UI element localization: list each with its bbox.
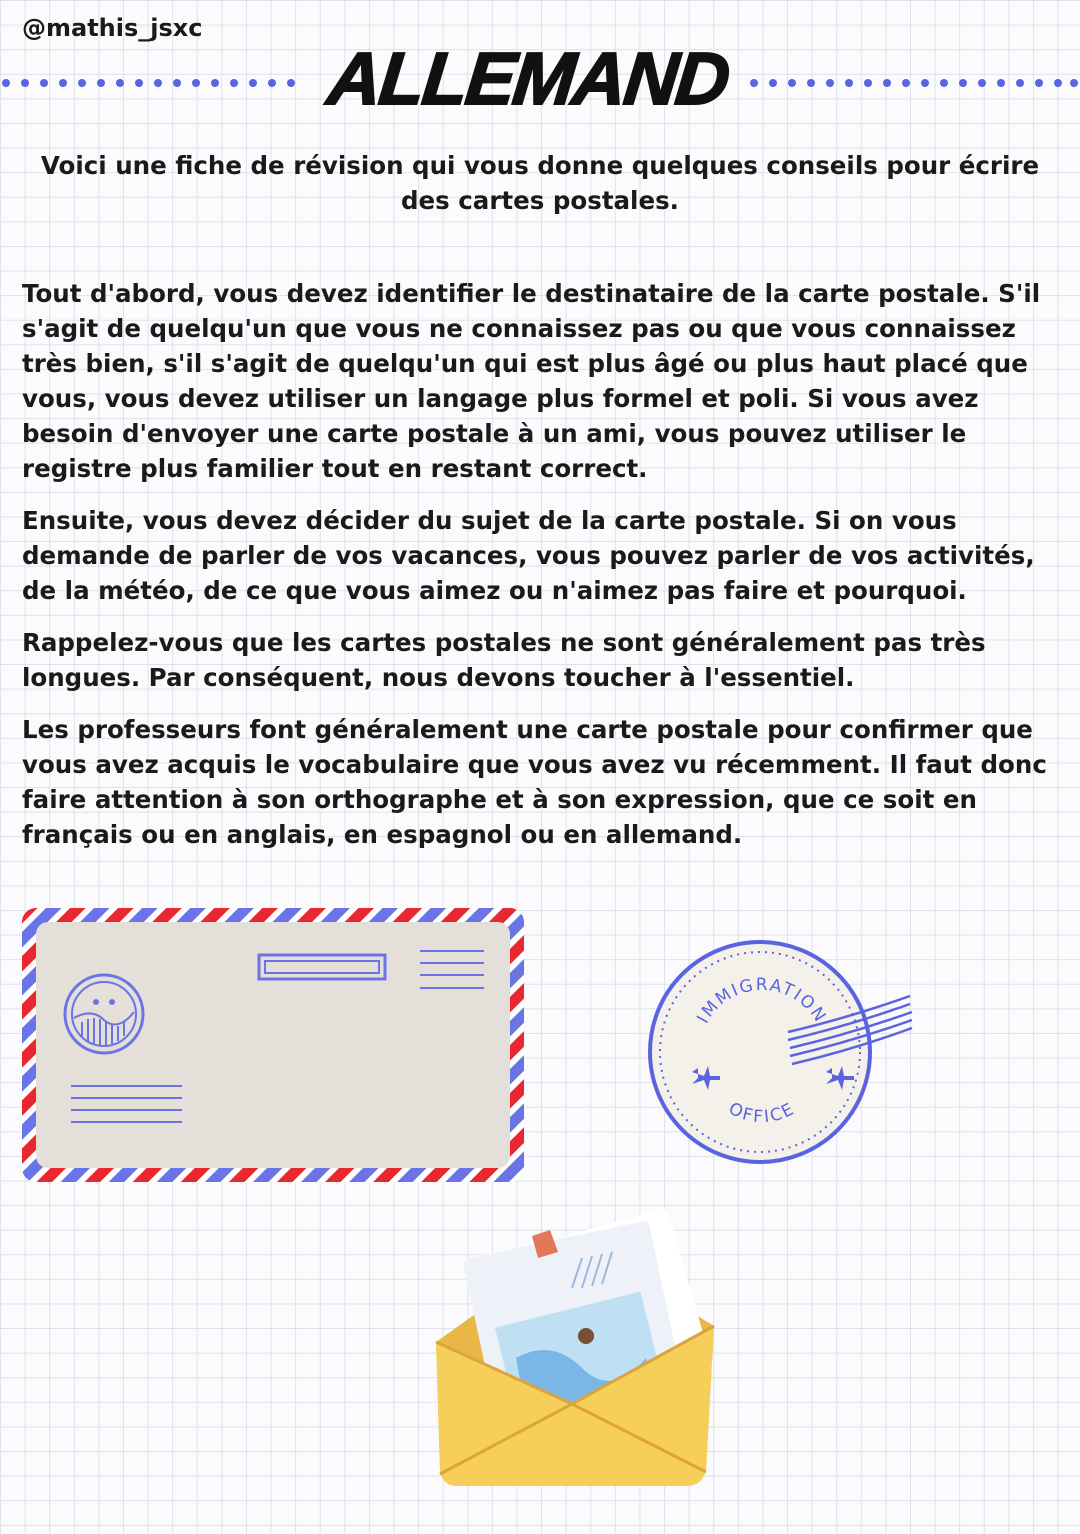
- body-text: [22, 276, 1062, 869]
- paragraph-recipient: Tout d'abord, vous devez identifier le destinataire de la carte postale. S'il s'agit de quelqu'un que vous ne connaissez pas ou que vous connaissez très bien, s'il s'agit de quelqu'un qui est plus âgé ou plus haut placé que vous, vous devez utiliser un langage plus formel et poli. Si vous avez besoin d'envoyer une carte postale à un ami, vous pouvez utiliser le registre plus familier tout en restant correct.: [22, 279, 1041, 483]
- svg-text:OFFICE: OFFICE: [725, 1098, 799, 1128]
- paragraph-teachers: Les professeurs font généralement une carte postale pour confirmer que vous avez acquis le vocabulaire que vous avez vu récemment. Il faut donc faire attention à son orthographe et à son expression, que ce soit en français ou en anglais, en espagnol ou en allemand.: [22, 715, 1047, 849]
- immigration-stamp-icon: [648, 940, 914, 1168]
- dotted-divider-left: [0, 76, 302, 90]
- intro-text: Voici une fiche de révision qui vous donne quelques conseils pour écrire des cartes postales.: [40, 151, 1040, 215]
- svg-text:IMMIGRATION: IMMIGRATION: [693, 974, 831, 1027]
- page-title: ALLEMAND: [324, 37, 732, 120]
- paragraph-subject: Ensuite, vous devez décider du sujet de la carte postale. Si on vous demande de parler de vos vacances, vous pouvez parler de vos activités, de la météo, de ce que vous aimez ou n'aimez pas faire et pourquoi.: [22, 506, 1035, 605]
- dotted-divider-right: [748, 76, 1080, 90]
- airmail-envelope-icon: [22, 908, 524, 1182]
- paragraph-length: Rappelez-vous que les cartes postales ne sont généralement pas très longues. Par conséquent, nous devons toucher à l'essentiel.: [22, 628, 986, 692]
- open-envelope-icon: [432, 1208, 718, 1492]
- author-handle: @mathis_jsxc: [22, 14, 203, 42]
